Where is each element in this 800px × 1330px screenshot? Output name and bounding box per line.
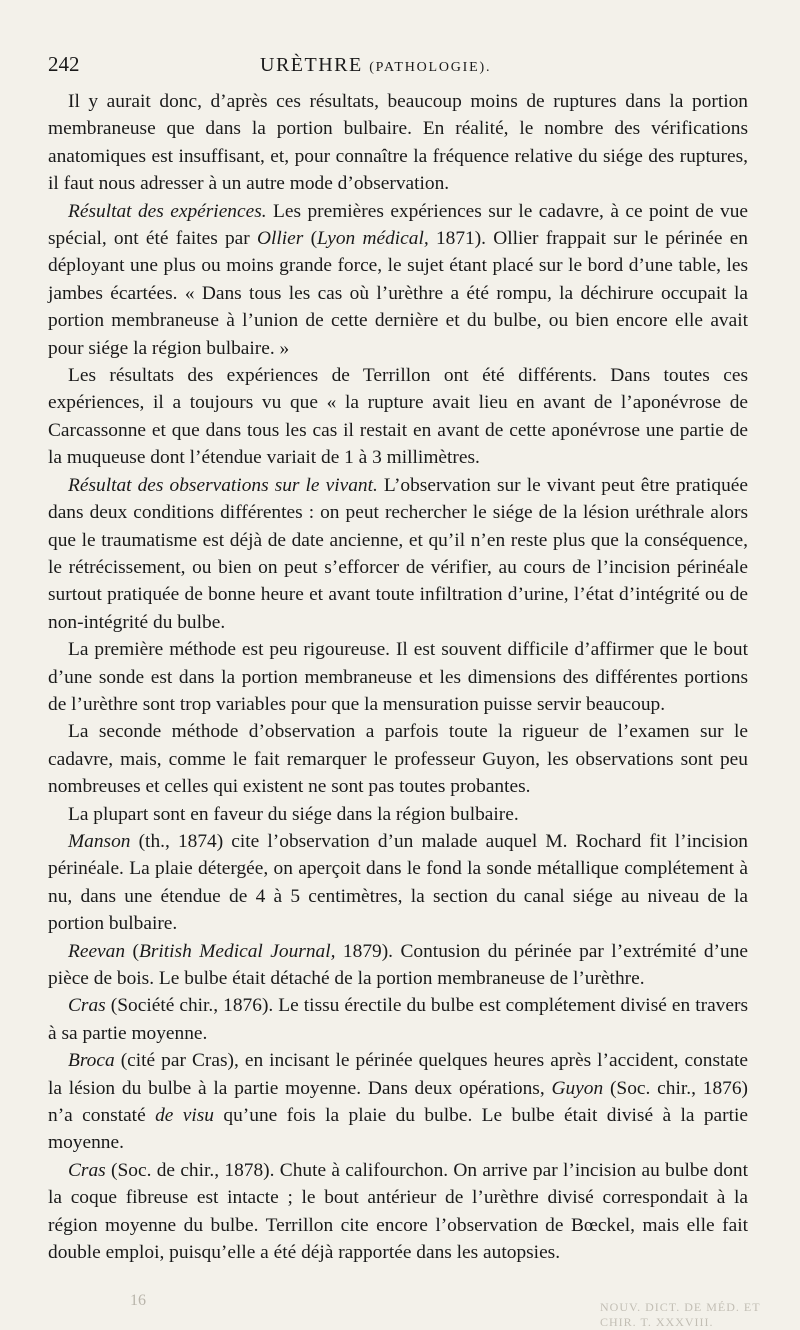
paragraph: [48, 992, 748, 1047]
paragraph: [48, 718, 748, 800]
italic-text: Cras: [68, 995, 106, 1017]
text-run: 1879). Contusion du périnée par l’extrémité d’une pièce de bois. Le bulbe était détaché de la portion membraneuse de l’urèthre.: [48, 940, 748, 989]
italic-text: Guyon: [551, 1077, 604, 1099]
running-header: [48, 52, 748, 86]
italic-text: Résultat des observations sur le vivant.: [68, 474, 378, 496]
text-run: La plupart sont en faveur du siége dans la région bulbaire.: [68, 803, 519, 825]
text-run: qu’une fois la plaie du bulbe. Le bulbe était divisé à la partie moyenne.: [48, 1105, 748, 1154]
italic-text: Reevan: [68, 940, 126, 962]
text-run: Les premières expériences sur le cadavre, à ce point de vue spécial, ont été faites par: [48, 200, 748, 250]
paragraph: [48, 472, 748, 636]
paragraph: [48, 362, 748, 472]
signature-ref: NOUV. DICT. DE MÉD. ET CHIR. T. XXXVIII.: [600, 1300, 761, 1329]
text-run: (th., 1874) cite l’observation d’un malade auquel M. Rochard fit l’incision périnéale. La plaie détergée, on aperçoit dans le fond la sonde métallique complétement à nu, dans une étendue de 4 à 5 centimètres, la section du canal siége au niveau de la portion bulbaire.: [48, 830, 748, 935]
paragraph: [48, 636, 748, 718]
text-run: (Soc. de chir., 1878). Chute à califourchon. On arrive par l’incision au bulbe dont la coque fibreuse est intacte ; le bout antérieur de l’urèthre divisé correspondait à la région moyenne du bulbe. Terrillon cite encore l’observation de Bœckel, mais elle fait double emploi, puisqu’elle a été déjà rapportée dans les autopsies.: [48, 1159, 748, 1264]
text-run: Les résultats des expériences de Terrillon ont été différents. Dans toutes ces expériences, il a toujours vu que « la rupture avait lieu en avant de l’aponévrose de Carcassonne et que dans tous les cas il restait en avant de cette aponévrose une partie de la muqueuse dont l’étendue variait de 1 à 3 millimètres.: [48, 365, 748, 469]
italic-text: Ollier: [257, 228, 304, 250]
text-run: (Société chir., 1876). Le tissu érectile du bulbe est complétement divisé en travers à sa partie moyenne.: [48, 995, 748, 1044]
text-run: Il y aurait donc, d’après ces résultats, beaucoup moins de ruptures dans la portion membraneuse que dans la portion bulbaire. En réalité, le nombre des vérifications anatomiques est insuffisant, et, pour connaître la fréquence relative du siége des ruptures, il faut nous adresser à un autre mode d’observation.: [48, 91, 748, 195]
italic-text: British Medical Journal,: [139, 940, 336, 962]
text-run: (cité par Cras), en incisant le périnée quelques heures après l’accident, constate la lésion du bulbe à la partie moyenne. Dans deux opérations,: [48, 1050, 748, 1099]
italic-text: Lyon médical,: [317, 228, 429, 250]
text-run: (: [125, 940, 139, 962]
body-text: [48, 88, 748, 1266]
text-run: La première méthode est peu rigoureuse. Il est souvent difficile d’affirmer que le bout d’une sonde est dans la portion membraneuse et les dimensions des différentes portions de l’urèthre sont trop variables pour que la mensuration puisse servir beaucoup.: [48, 639, 748, 715]
running-title-main: URÈTHRE: [260, 54, 363, 76]
italic-text: Manson: [68, 830, 131, 852]
text-run: 1871). Ollier frappait sur le périnée en déployant une plus ou moins grande force, le sujet étant placé sur le bord d’une table, les jambes écartées. « Dans tous les cas où l’urèthre a été rompu, la déchirure occupait la portion membraneuse à l’union de cette dernière et du bulbe, ou bien encore elle avait pour siége la région bulbaire. »: [48, 228, 749, 359]
text-run: La seconde méthode d’observation a parfois toute la rigueur de l’examen sur le cadavre, mais, comme le fait remarquer le professeur Guyon, les observations sont peu nombreuses et celles qui existent ne sont pas toutes probantes.: [48, 721, 748, 798]
italic-text: Cras: [68, 1159, 106, 1181]
paragraph: [48, 1047, 748, 1157]
text-run: (: [303, 228, 318, 250]
page-number: 242: [48, 52, 80, 76]
paragraph: [48, 801, 748, 828]
running-title-sub: (PATHOLOGIE).: [369, 60, 492, 75]
italic-text: Broca: [68, 1050, 115, 1072]
italic-text: de visu: [155, 1105, 215, 1127]
paragraph: [48, 828, 748, 938]
paragraph: [48, 1157, 748, 1267]
text-run: (Soc. chir., 1876) n’a constaté: [48, 1077, 748, 1127]
paragraph: [48, 938, 748, 993]
running-title: [260, 54, 491, 77]
paragraph: [48, 198, 748, 362]
signature-mark: 16: [130, 1292, 146, 1309]
paragraph: [48, 88, 748, 198]
text-run: L’observation sur le vivant peut être pratiquée dans deux conditions différentes : on peut rechercher le siége de la lésion uréthrale alors que le traumatisme est déjà de date ancienne, et qu’il n’en reste plus que la conséquence, le rétrécissement, ou bien on peut s’efforcer de vérifier, au cours de l’incision périnéale surtout pratiquée de bonne heure et avant toute infiltration d’urine, l’état d’intégrité ou de non-intégrité du bulbe.: [48, 474, 748, 633]
italic-text: Résultat des expériences.: [68, 200, 267, 222]
